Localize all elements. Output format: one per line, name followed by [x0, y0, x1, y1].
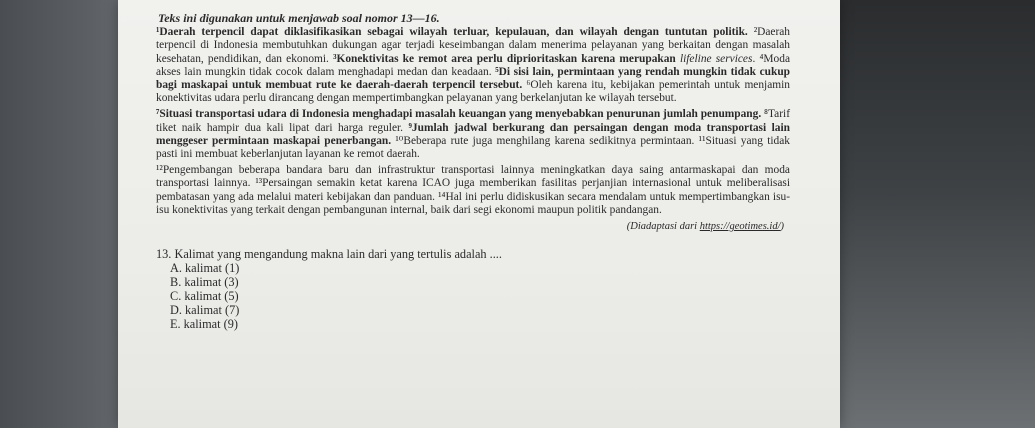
paper-sheet	[118, 0, 840, 428]
option-c[interactable]: C. kalimat (5)	[170, 289, 239, 304]
source-prefix: (Diadaptasi dari	[626, 221, 700, 233]
source-suffix: )	[780, 221, 784, 233]
source-link[interactable]: https://geotimes.id/	[699, 221, 781, 233]
passage-sentence: ⁹Jumlah jadwal berkurang dan persaingan dengan moda transportasi lain menggeser permintaan maskapai penerbangan.	[156, 121, 790, 147]
source-citation	[156, 220, 784, 233]
passage-paragraph	[156, 26, 790, 105]
instruction-heading: Teks ini digunakan untuk menjawab soal nomor 13—16.	[158, 11, 440, 25]
passage-sentence: ¹⁰Beberapa rute juga menghilang karena sedikitnya permintaan. ¹¹Situasi yang tidak pasti ini membuat keberlanjutan layanan ke remot daerah.	[156, 134, 791, 161]
passage-sentence: ⁸Tarif tiket naik hampir dua kali lipat dari harga reguler.	[156, 108, 790, 134]
background-right	[825, 0, 1035, 428]
passage-sentence: ⁷Situasi transportasi udara di Indonesia menghadapi masalah keuangan yang menyebabkan penurunan jumlah penumpang.	[156, 108, 765, 121]
passage-sentence: ⁵Di sisi lain, permintaan yang rendah mungkin tidak cukup bagi maskapai untuk membuat rute ke daerah-daerah terpencil tersebut.	[156, 65, 790, 92]
reading-passage	[156, 26, 790, 217]
option-e[interactable]: E. kalimat (9)	[170, 317, 238, 332]
passage-paragraph	[156, 164, 790, 217]
passage-sentence: lifeline services	[679, 52, 753, 65]
passage-sentence: ²Daerah terpencil di Indonesia membutuhkan dukungan agar terjadi keseimbangan dalam menerima pelayanan yang berkaitan dengan masalah kesehatan, pendidikan, dan ekonomi.	[156, 26, 790, 65]
question-stem: 13. Kalimat yang mengandung makna lain dari yang tertulis adalah ....	[156, 247, 502, 262]
option-a[interactable]: A. kalimat (1)	[170, 261, 240, 276]
option-d[interactable]: D. kalimat (7)	[170, 303, 240, 318]
passage-paragraph	[156, 108, 790, 161]
question-block	[156, 247, 790, 331]
passage-sentence: . ⁴Moda akses lain mungkin tidak cocok dalam menghadapi medan dan keadaan.	[156, 52, 791, 78]
passage-sentence: ¹²Pengembangan beberapa bandara baru dan infrastruktur transportasi lainnya meningkatkan daya saing antarmaskapai dan moda transportasi lainnya. ¹³Persaingan semakin ketat karena ICAO juga memberikan fasilitas perjanjian internasional untuk meliberalisasi pembatasan yang ada melalui materi kebijakan dan panduan. ¹⁴Hal ini perlu didiskusikan secara mendalam untuk mempertimbangkan isu-isu konektivitas yang terkait dengan pembangunan internal, baik dari segi ekonomi maupun politik pandangan.	[156, 164, 790, 216]
document-content	[156, 12, 790, 331]
passage-sentence: ³Konektivitas ke remot area perlu diprioritaskan karena merupakan	[333, 52, 680, 65]
passage-sentence: ⁶Oleh karena itu, kebijakan pemerintah untuk menjamin konektivitas udara perlu dirancang dengan mempertimbangkan pelayanan yang berkelanjutan ke wilayah tersebut.	[156, 79, 790, 105]
option-b[interactable]: B. kalimat (3)	[170, 275, 239, 290]
passage-sentence: ¹Daerah terpencil dapat diklasifikasikan sebagai wilayah terluar, kepulauan, dan wilayah dengan tuntutan politik.	[156, 26, 754, 39]
